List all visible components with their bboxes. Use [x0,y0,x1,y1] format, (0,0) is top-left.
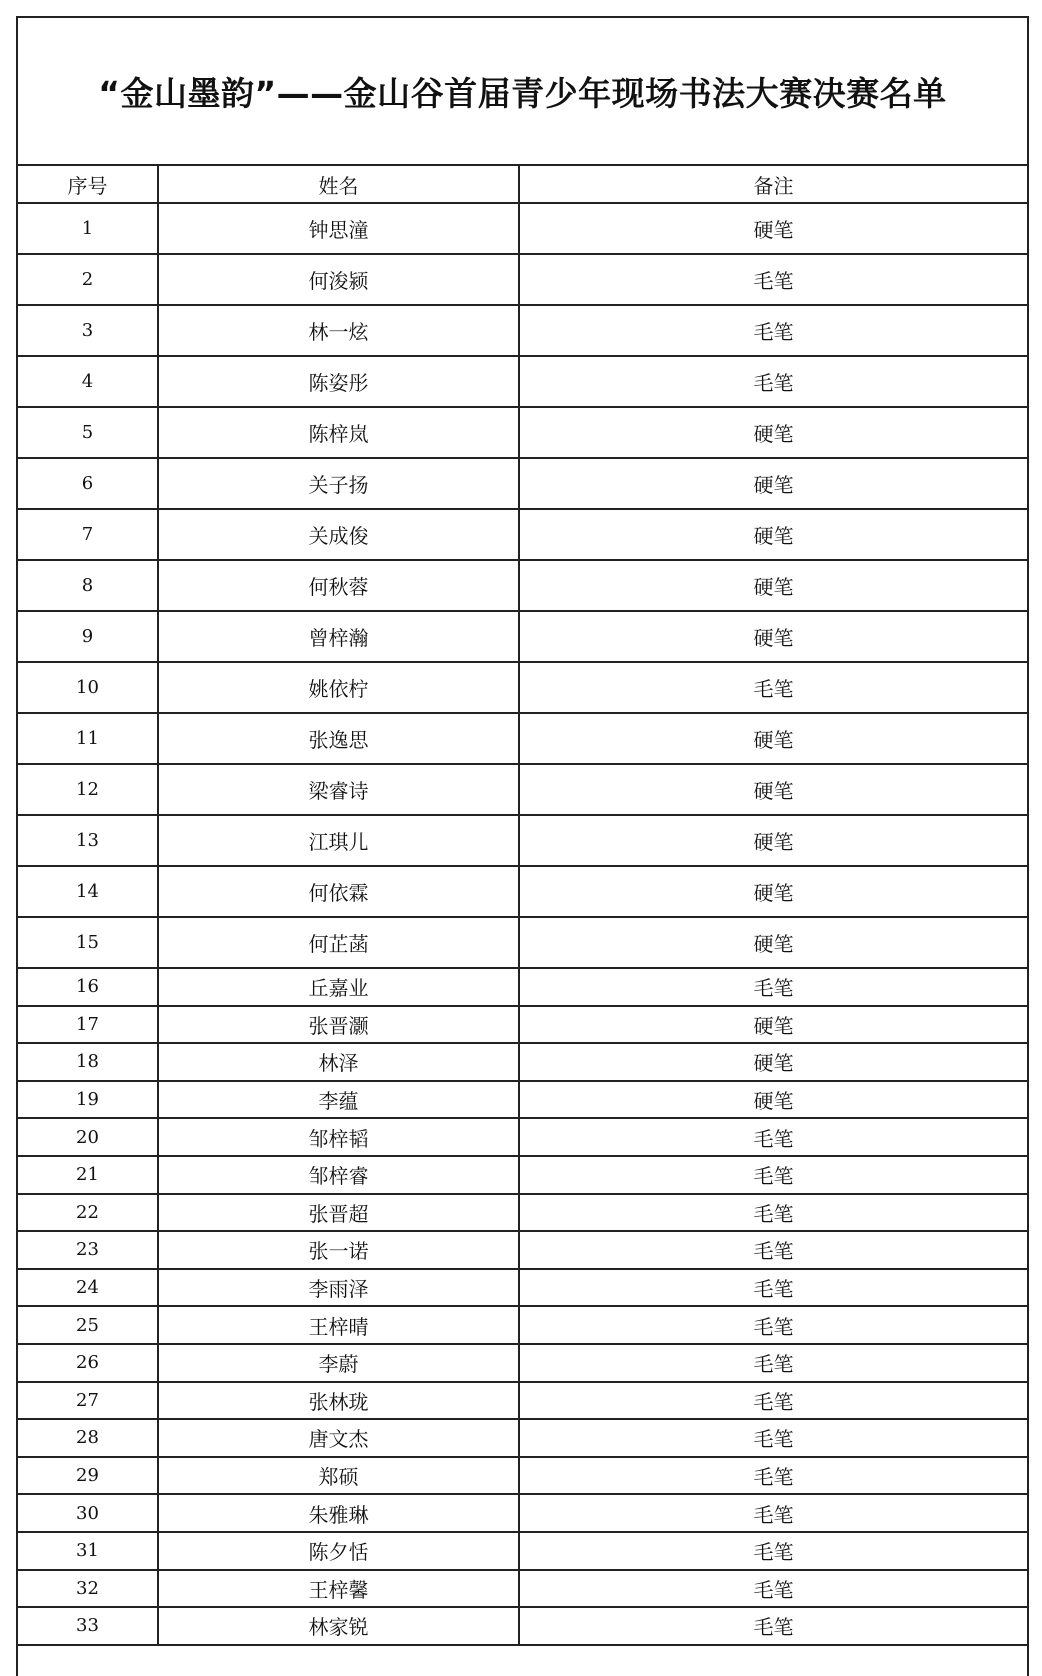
table-row [18,1457,1027,1495]
row-index: 21 [18,1156,158,1194]
row-note: 毛笔 [519,254,1027,305]
table-row [18,968,1027,1006]
row-name: 王梓晴 [158,1306,519,1344]
table-row [18,560,1027,611]
row-index: 19 [18,1081,158,1119]
header-name: 姓名 [158,166,519,203]
title-row [18,18,1027,166]
row-name: 李蕴 [158,1081,519,1119]
table-row [18,1419,1027,1457]
row-name: 林一炫 [158,305,519,356]
row-index: 15 [18,917,158,968]
row-index: 3 [18,305,158,356]
row-index: 20 [18,1118,158,1156]
row-name: 关子扬 [158,458,519,509]
roster-table [18,166,1027,1646]
row-index: 11 [18,713,158,764]
table-row [18,1344,1027,1382]
table-row [18,1494,1027,1532]
row-index: 1 [18,203,158,254]
row-name: 江琪儿 [158,815,519,866]
table-row [18,458,1027,509]
row-index: 9 [18,611,158,662]
row-index: 18 [18,1043,158,1081]
row-note: 硬笔 [519,560,1027,611]
header-row [18,166,1027,203]
row-index: 10 [18,662,158,713]
document-title: “金山墨韵”——金山谷首届青少年现场书法大赛决赛名单 [98,73,947,113]
row-index: 26 [18,1344,158,1382]
row-note: 毛笔 [519,1607,1027,1645]
table-row [18,1118,1027,1156]
table-row [18,866,1027,917]
row-note: 毛笔 [519,1419,1027,1457]
row-name: 何芷菡 [158,917,519,968]
table-row [18,1231,1027,1269]
row-note: 毛笔 [519,1457,1027,1495]
row-name: 钟思潼 [158,203,519,254]
table-row [18,917,1027,968]
row-name: 何秋蓉 [158,560,519,611]
row-index: 8 [18,560,158,611]
row-index: 28 [18,1419,158,1457]
row-name: 何浚颍 [158,254,519,305]
row-index: 6 [18,458,158,509]
row-index: 13 [18,815,158,866]
table-row [18,305,1027,356]
table-row [18,254,1027,305]
table-row [18,1043,1027,1081]
row-name: 梁睿诗 [158,764,519,815]
row-note: 硬笔 [519,611,1027,662]
row-index: 2 [18,254,158,305]
row-name: 张一诺 [158,1231,519,1269]
row-index: 32 [18,1570,158,1608]
row-name: 陈梓岚 [158,407,519,458]
row-name: 陈姿彤 [158,356,519,407]
row-note: 硬笔 [519,203,1027,254]
row-index: 23 [18,1231,158,1269]
row-note: 硬笔 [519,764,1027,815]
row-note: 毛笔 [519,1382,1027,1420]
row-note: 毛笔 [519,1269,1027,1307]
table-row [18,611,1027,662]
row-note: 毛笔 [519,1118,1027,1156]
row-note: 硬笔 [519,1081,1027,1119]
row-note: 硬笔 [519,1006,1027,1044]
row-name: 唐文杰 [158,1419,519,1457]
row-name: 李雨泽 [158,1269,519,1307]
row-index: 12 [18,764,158,815]
row-index: 5 [18,407,158,458]
row-index: 29 [18,1457,158,1495]
row-index: 7 [18,509,158,560]
row-index: 33 [18,1607,158,1645]
row-index: 27 [18,1382,158,1420]
row-note: 毛笔 [519,305,1027,356]
row-note: 硬笔 [519,866,1027,917]
row-name: 姚依柠 [158,662,519,713]
row-name: 陈夕恬 [158,1532,519,1570]
row-name: 林家锐 [158,1607,519,1645]
row-name: 丘嘉业 [158,968,519,1006]
table-row [18,1156,1027,1194]
row-note: 硬笔 [519,917,1027,968]
row-note: 毛笔 [519,1231,1027,1269]
row-note: 毛笔 [519,356,1027,407]
row-name: 林泽 [158,1043,519,1081]
row-name: 郑硕 [158,1457,519,1495]
row-index: 14 [18,866,158,917]
roster-body [18,203,1027,1645]
row-name: 王梓馨 [158,1570,519,1608]
table-row [18,1081,1027,1119]
row-name: 张林珑 [158,1382,519,1420]
table-row [18,1269,1027,1307]
table-row [18,662,1027,713]
row-note: 毛笔 [519,1532,1027,1570]
row-name: 张晋灏 [158,1006,519,1044]
table-row [18,1306,1027,1344]
row-name: 张逸思 [158,713,519,764]
row-note: 毛笔 [519,1570,1027,1608]
row-name: 邹梓睿 [158,1156,519,1194]
row-index: 16 [18,968,158,1006]
row-name: 何依霖 [158,866,519,917]
table-row [18,1194,1027,1232]
table-row [18,815,1027,866]
row-index: 4 [18,356,158,407]
row-note: 硬笔 [519,407,1027,458]
row-name: 关成俊 [158,509,519,560]
table-row [18,764,1027,815]
row-note: 硬笔 [519,509,1027,560]
row-index: 30 [18,1494,158,1532]
table-row [18,1382,1027,1420]
table-row [18,1607,1027,1645]
row-index: 17 [18,1006,158,1044]
table-row [18,1570,1027,1608]
header-note: 备注 [519,166,1027,203]
row-index: 24 [18,1269,158,1307]
table-row [18,713,1027,764]
table-row [18,1006,1027,1044]
row-note: 毛笔 [519,1194,1027,1232]
row-note: 毛笔 [519,1306,1027,1344]
row-index: 31 [18,1532,158,1570]
row-name: 曾梓瀚 [158,611,519,662]
header-index: 序号 [18,166,158,203]
table-row [18,407,1027,458]
row-note: 毛笔 [519,1156,1027,1194]
table-row [18,509,1027,560]
table-row [18,1532,1027,1570]
table-row [18,356,1027,407]
row-note: 硬笔 [519,458,1027,509]
row-note: 硬笔 [519,1043,1027,1081]
row-note: 硬笔 [519,713,1027,764]
row-name: 张晋超 [158,1194,519,1232]
row-note: 毛笔 [519,1494,1027,1532]
row-name: 朱雅琳 [158,1494,519,1532]
table-row [18,203,1027,254]
row-index: 25 [18,1306,158,1344]
row-note: 硬笔 [519,815,1027,866]
row-note: 毛笔 [519,662,1027,713]
row-name: 李蔚 [158,1344,519,1382]
row-index: 22 [18,1194,158,1232]
roster-sheet [16,16,1029,1676]
row-note: 毛笔 [519,1344,1027,1382]
row-note: 毛笔 [519,968,1027,1006]
row-name: 邹梓韬 [158,1118,519,1156]
